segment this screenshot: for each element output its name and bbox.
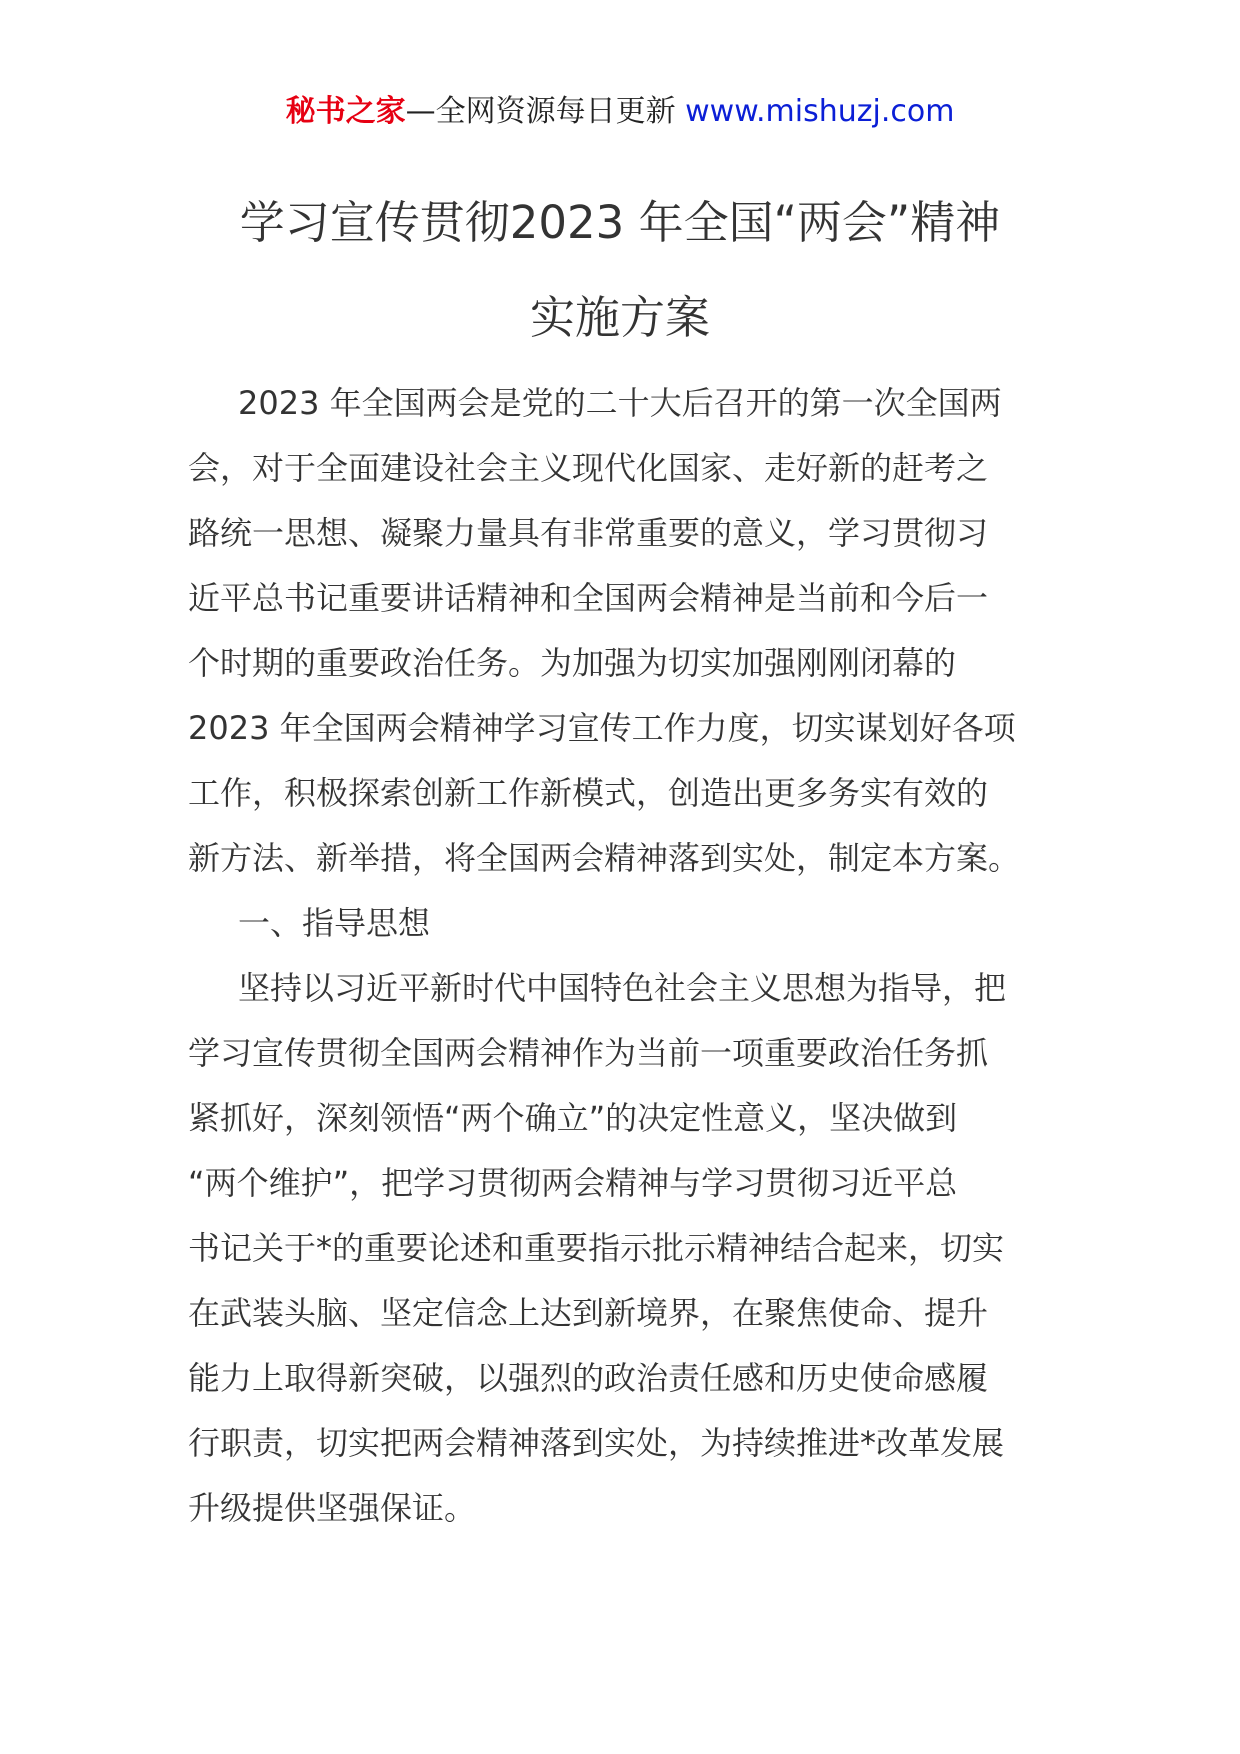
document-body	[188, 371, 1068, 1541]
paragraph-guidance-line: 学习宣传贯彻全国两会精神作为当前一项重要政治任务抓	[188, 1034, 989, 1072]
paragraph-intro-line: 会，对于全面建设社会主义现代化国家、走好新的赶考之	[188, 449, 989, 487]
paragraph-intro-line: 工作，积极探索创新工作新模式，创造出更多务实有效的	[188, 774, 989, 812]
paragraph-intro-line: 路统一思想、凝聚力量具有非常重要的意义，学习贯彻习	[188, 514, 989, 552]
section-heading: 一、指导思想	[238, 904, 431, 942]
paragraph-guidance-line: “两个维护”，把学习贯彻两会精神与学习贯彻习近平总	[188, 1164, 958, 1202]
brand-name: 秘书之家	[285, 94, 406, 129]
paragraph-guidance-line: 紧抓好，深刻领悟“两个确立”的决定性意义，坚决做到	[188, 1099, 958, 1137]
paragraph-intro-line: 个时期的重要政治任务。为加强为切实加强刚刚闭幕的	[188, 644, 957, 682]
site-url-link[interactable]: www.mishuzj.com	[685, 94, 955, 129]
header-tagline: —全网资源每日更新	[405, 94, 676, 129]
paragraph-guidance-line: 行职责，切实把两会精神落到实处，为持续推进*改革发展	[188, 1424, 1005, 1462]
paragraph-intro-line: 2023 年全国两会是党的二十大后召开的第一次全国两	[238, 384, 1002, 422]
paragraph-guidance-line: 在武装头脑、坚定信念上达到新境界，在聚焦使命、提升	[188, 1294, 989, 1332]
paragraph-guidance-line: 升级提供坚强保证。	[188, 1489, 477, 1527]
paragraph-guidance-line: 坚持以习近平新时代中国特色社会主义思想为指导，把	[238, 969, 1007, 1007]
paragraph-intro-line: 2023 年全国两会精神学习宣传工作力度，切实谋划好各项	[188, 709, 1016, 747]
paragraph-intro-line: 近平总书记重要讲话精神和全国两会精神是当前和今后一	[188, 579, 989, 617]
site-header	[0, 92, 1240, 132]
document-title-line-1: 学习宣传贯彻2023 年全国“两会”精神	[239, 196, 1001, 249]
paragraph-guidance-line: 能力上取得新突破，以强烈的政治责任感和历史使命感履	[188, 1359, 989, 1397]
paragraph-guidance-line: 书记关于*的重要论述和重要指示批示精神结合起来，切实	[188, 1229, 1005, 1267]
paragraph-intro-line: 新方法、新举措，将全国两会精神落到实处，制定本方案。	[188, 839, 1021, 877]
document-title-line-2: 实施方案	[529, 291, 710, 344]
